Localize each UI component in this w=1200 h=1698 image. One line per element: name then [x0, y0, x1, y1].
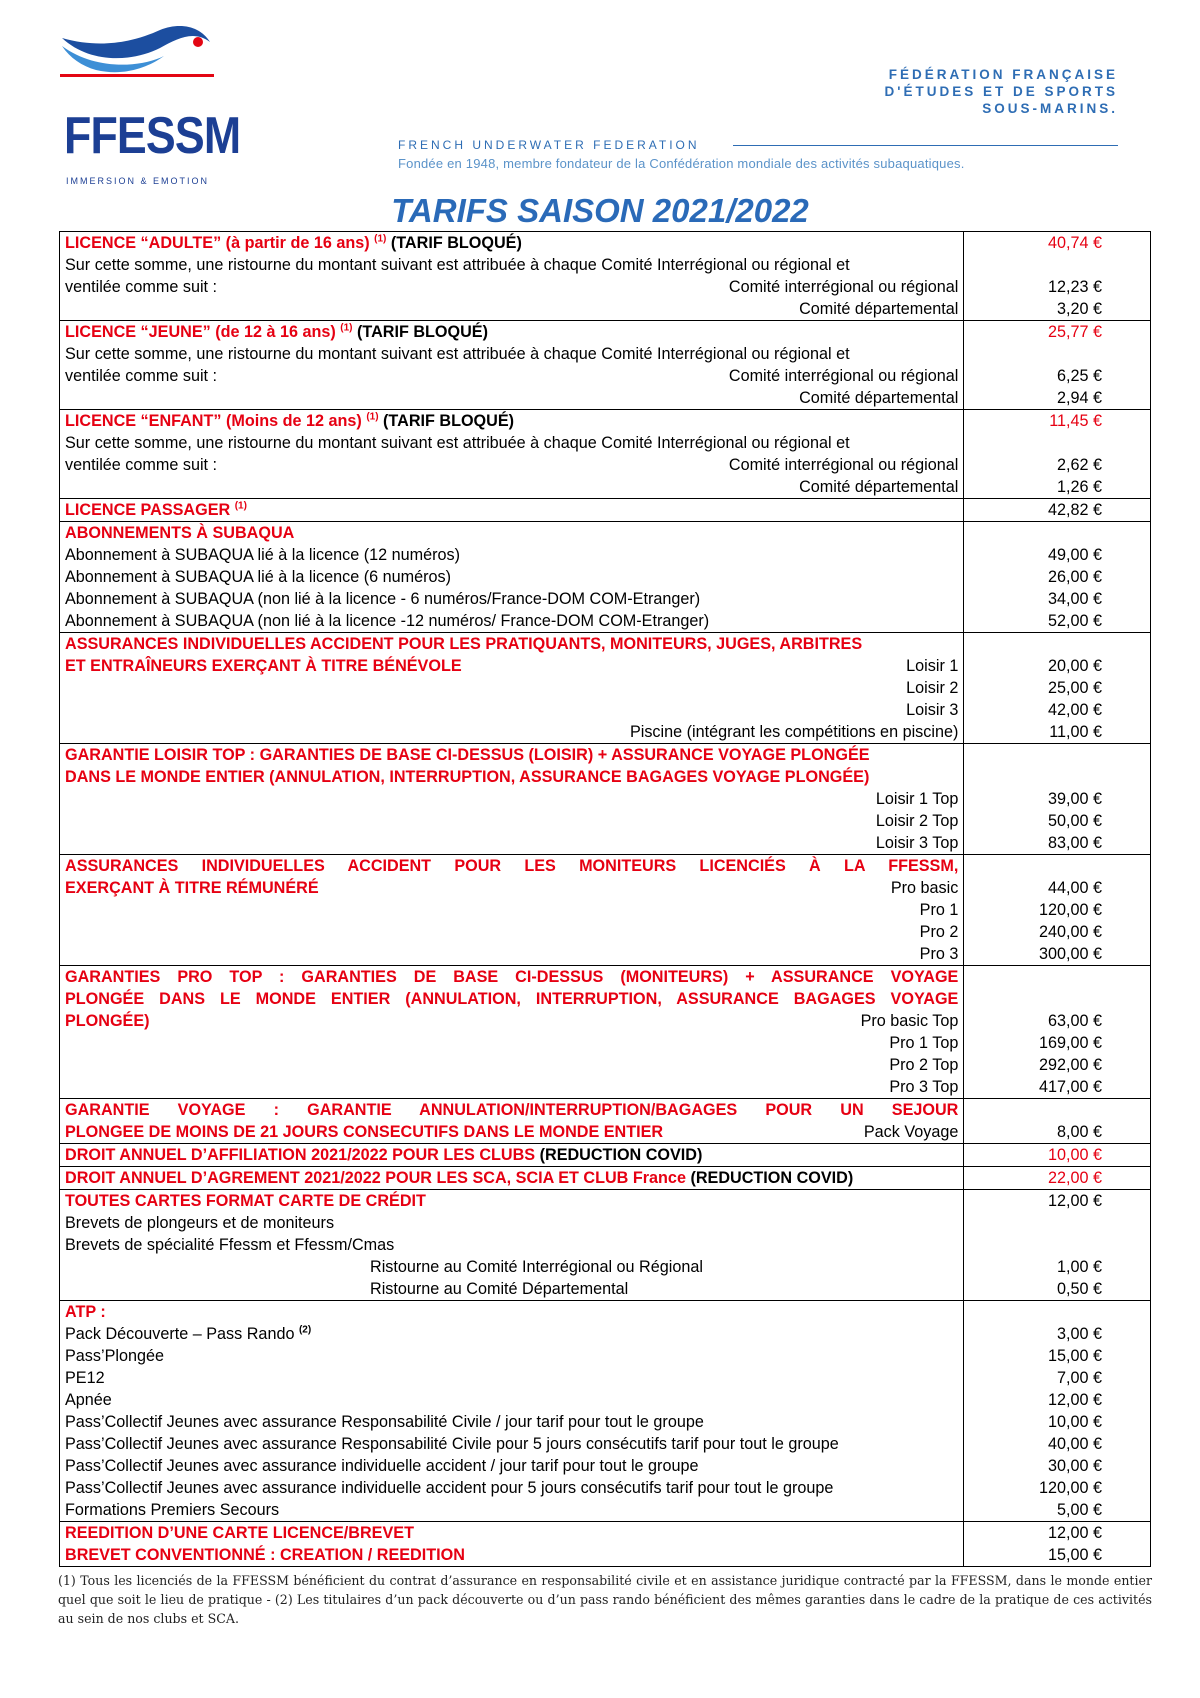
table-row: ASSURANCES INDIVIDUELLES ACCIDENT POUR LES PRATIQUANTS, MONITEURS, JUGES, ARBITRES ET ENTRAÎNEURS EXERÇANT À TITRE BÉNÉVOLE Loisir 1 Loisir 2 Loisir 3 Piscine (intégrant les compétitions en piscine) 20,00 € 25,00 € 42,00 € 11,00 € [60, 633, 1151, 744]
header-divider [733, 145, 1118, 146]
table-row: DROIT ANNUEL D’AGREMENT 2021/2022 POUR LES SCA, SCIA ET CLUB France (REDUCTION COVID) 22,00 € [60, 1167, 1151, 1190]
table-row: ATP : Pack Découverte – Pass Rando $^{(2)}$ Pass’Plongée PE12 Apnée Pass’Collectif Jeunes avec assurance Responsabilité Civile / jour tarif pour tout le groupe Pass’Collectif Jeunes avec assurance Responsabilité Civile pour 5 jours consécutifs tarif pour tout le groupe Pass’Collectif Jeunes avec assurance individuelle accident / jour tarif pour tout le groupe Pass’Collectif Jeunes avec assurance individuelle accident pour 5 jours consécutifs tarif pour tout le groupe Formations Premiers Secours 3,00 € 15,00 € 7,00 € 12,00 € 10,00 € 40,00 € 30,00 € 120,00 € 5,00 € [60, 1301, 1151, 1522]
table-row: ASSURANCES INDIVIDUELLES ACCIDENT POUR LES MONITEURS LICENCIÉS À LA FFESSM, EXERÇANT À TITRE RÉMUNÉRÉ Pro basic Pro 1 Pro 2 Pro 3 44,00 € 120,00 € 240,00 € 300,00 € [60, 855, 1151, 966]
table-row: GARANTIES PRO TOP : GARANTIES DE BASE CI-DESSUS (MONITEURS) + ASSURANCE VOYAGE PLONGÉE DANS LE MONDE ENTIER (ANNULATION, INTERRUPTION, ASSURANCE BAGAGES VOYAGE PLONGÉE) Pro basic Top Pro 1 Top Pro 2 Top Pro 3 Top 63,00 € 169,00 € 292,00 € 417,00 € [60, 966, 1151, 1099]
table-row: LICENCE “ADULTE” (à partir de 16 ans) $^{(1)}$ (TARIF BLOQUÉ) Sur cette somme, une ristourne du montant suivant est attribuée à chaque Comité Interrégional ou régional et ventilée comme suit : Comité interrégional ou régional Comité départemental 40,74 € 12,23 € 3,20 € [60, 232, 1151, 321]
table-row: LICENCE “ENFANT” (Moins de 12 ans) $^{(1)}$ (TARIF BLOQUÉ) Sur cette somme, une ristourne du montant suivant est attribuée à chaque Comité Interrégional ou régional et ventilée comme suit : Comité interrégional ou régional Comité départemental 11,45 € 2,62 € 1,26 € [60, 410, 1151, 499]
table-row: GARANTIE LOISIR TOP : GARANTIES DE BASE CI-DESSUS (LOISIR) + ASSURANCE VOYAGE PLONGÉE DANS LE MONDE ENTIER (ANNULATION, INTERRUPTION, ASSURANCE BAGAGES VOYAGE PLONGÉE) Loisir 1 Top Loisir 2 Top Loisir 3 Top 39,00 € 50,00 € 83,00 € [60, 744, 1151, 855]
tarifs-table [59, 231, 1151, 1567]
french-underwater-federation: FRENCH UNDERWATER FEDERATION [398, 138, 700, 152]
table-row: LICENCE PASSAGER $^{(1)}$ 42,82 € [60, 499, 1151, 522]
wave-logo-icon [60, 16, 220, 96]
table-row: ABONNEMENTS À SUBAQUA Abonnement à SUBAQUA lié à la licence (12 numéros) Abonnement à SUBAQUA lié à la licence (6 numéros) Abonnement à SUBAQUA (non lié à la licence - 6 numéros/France-DOM COM-Etranger) Abonnement à SUBAQUA (non lié à la licence -12 numéros/ France-DOM COM-Etranger) 49,00 € 26,00 € 34,00 € 52,00 € [60, 522, 1151, 633]
table-row: TOUTES CARTES FORMAT CARTE DE CRÉDIT Brevets de plongeurs et de moniteurs Brevets de spécialité Ffessm et Ffessm/Cmas Ristourne au Comité Interrégional ou Régional Ristourne au Comité Départemental 12,00 € 1,00 € 0,50 € [60, 1190, 1151, 1301]
founded-text: Fondée en 1948, membre fondateur de la Confédération mondiale des activités subaquatiques. [398, 156, 965, 171]
logo-tagline: IMMERSION & EMOTION [66, 176, 210, 186]
page-title: TARIFS SAISON 2021/2022 [391, 192, 809, 229]
footnote: (1) Tous les licenciés de la FFESSM bénéficient du contrat d’assurance en responsabilité civile et en assistance juridique contracté par la FFESSM, dans le monde entier quel que soit le lieu de pratique - (2) Les titulaires d’un pack découverte ou d’un pass rando bénéficient des mêmes garanties dans le cadre de la pratique de ces activités au sein de nos clubs et SCA. [58, 1573, 1152, 1626]
table-row: LICENCE “JEUNE” (de 12 à 16 ans) $^{(1)}$ (TARIF BLOQUÉ) Sur cette somme, une ristourne du montant suivant est attribuée à chaque Comité Interrégional ou régional et ventilée comme suit : Comité interrégional ou régional Comité départemental 25,77 € 6,25 € 2,94 € [60, 321, 1151, 410]
table-row: GARANTIE VOYAGE : GARANTIE ANNULATION/INTERRUPTION/BAGAGES POUR UN SEJOUR PLONGEE DE MOINS DE 21 JOURS CONSECUTIFS DANS LE MONDE ENTIER Pack Voyage 8,00 € [60, 1099, 1151, 1144]
table-row: DROIT ANNUEL D’AFFILIATION 2021/2022 POUR LES CLUBS (REDUCTION COVID) 10,00 € [60, 1144, 1151, 1167]
logo-wordmark: FFESSM [64, 107, 241, 165]
table-row: REEDITION D’UNE CARTE LICENCE/BREVET BREVET CONVENTIONNÉ : CREATION / REEDITION 12,00 € 15,00 € [60, 1522, 1151, 1567]
ffessm-logo [60, 16, 241, 186]
federation-name: FÉDÉRATION FRANÇAISE D'ÉTUDES ET DE SPORTS SOUS-MARINS. [884, 67, 1118, 116]
